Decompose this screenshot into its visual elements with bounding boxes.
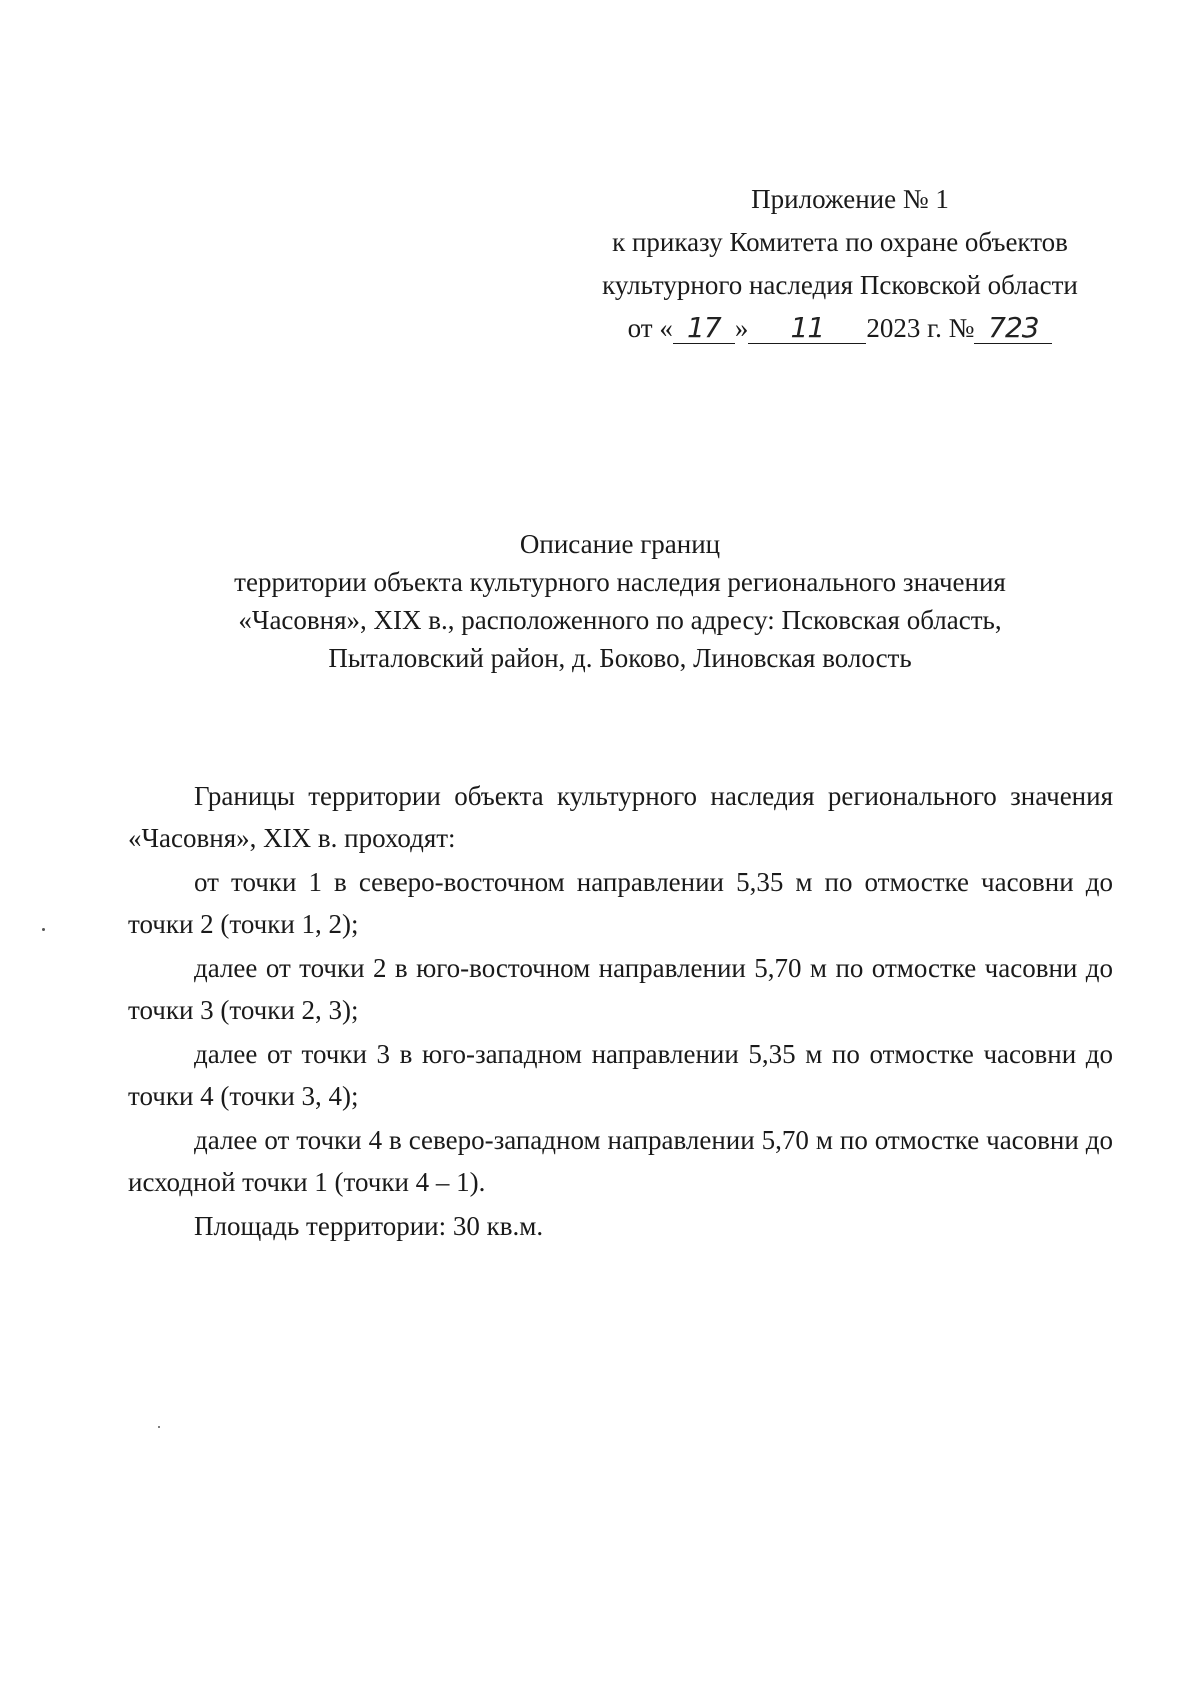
date-year: 2023 г. № xyxy=(866,313,975,343)
document-title xyxy=(150,525,1090,677)
paragraph-segment-2: далее от точки 2 в юго-восточном направлении 5,70 м по отмостке часовни до точки 3 (точки 2, 3); xyxy=(128,953,1113,1025)
date-quote-close: » xyxy=(734,313,749,343)
scan-speck xyxy=(158,1426,160,1428)
paragraph-segment-1: от точки 1 в северо-восточном направлении 5,35 м по отмостке часовни до точки 2 (точки 1, 2); xyxy=(128,867,1113,939)
title-line-2: «Часовня», XIX в., расположенного по адресу: Псковская область, xyxy=(238,605,1002,635)
appendix-header xyxy=(560,178,1120,350)
appendix-title: Приложение № 1 xyxy=(751,184,949,214)
date-prefix: от « xyxy=(627,313,673,343)
title-line-1: территории объекта культурного наследия регионального значения xyxy=(234,567,1006,597)
paragraph-segment-3: далее от точки 3 в юго-западном направлении 5,35 м по отмостке часовни до точки 4 (точки 3, 4); xyxy=(128,1039,1113,1111)
appendix-committee: культурного наследия Псковской области xyxy=(602,270,1078,300)
paragraph-intro: Границы территории объекта культурного наследия регионального значения «Часовня», XIX в. проходят: xyxy=(128,781,1113,853)
paragraph-segment-4: далее от точки 4 в северо-западном направлении 5,70 м по отмостке часовни до исходной точки 1 (точки 4 – 1). xyxy=(128,1125,1113,1197)
scan-speck xyxy=(42,928,45,931)
appendix-order-ref: к приказу Комитета по охране объектов xyxy=(612,227,1068,257)
handwritten-day: 17 xyxy=(673,313,735,344)
paragraph-area: Площадь территории: 30 кв.м. xyxy=(194,1211,544,1241)
handwritten-month: 11 xyxy=(748,313,866,344)
handwritten-order-number: 723 xyxy=(974,313,1052,344)
title-line-3: Пыталовский район, д. Боково, Линовская волость xyxy=(328,643,912,673)
document-body xyxy=(128,775,1113,1249)
title-heading: Описание границ xyxy=(519,529,721,559)
appendix-date-line xyxy=(560,307,1120,350)
